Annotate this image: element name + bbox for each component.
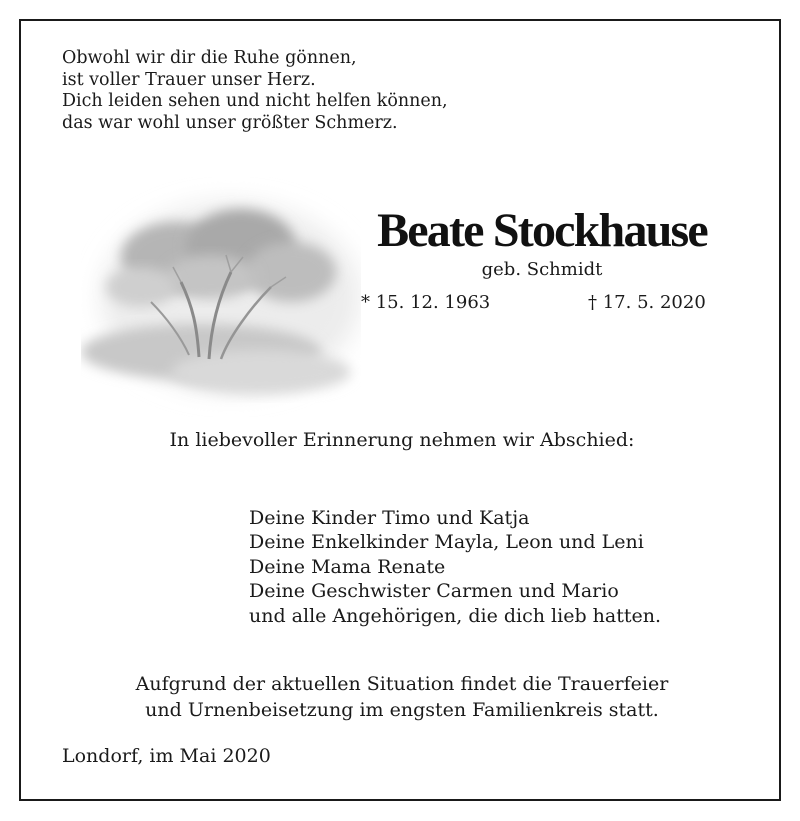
poem-line: Obwohl wir dir die Ruhe gönnen, [62,48,357,68]
poem-line: das war wohl unser größter Schmerz. [62,112,398,133]
notice-line: Aufgrund der aktuellen Situation findet die Trauerfeier [135,673,669,695]
deceased-name: Beate Stockhause [377,204,707,257]
farewell-line: In liebevoller Erinnerung nehmen wir Abschied: [169,429,635,451]
poem [62,48,448,134]
maiden-name: geb. Schmidt [481,259,603,280]
notice-line: und Urnenbeisetzung im engsten Familienkreis statt. [145,699,659,721]
poem-line: ist voller Trauer unser Herz. [62,69,316,90]
obituary-frame [19,19,781,801]
place-date: Londorf, im Mai 2020 [62,745,271,767]
mourner-line: und alle Angehörigen, die dich lieb hatten. [249,604,661,627]
funeral-notice [21,671,783,723]
birth-date: * 15. 12. 1963 [361,292,491,313]
mourner-line: Deine Enkelkinder Mayla, Leon und Leni [249,531,644,554]
mourner-line: Deine Kinder Timo und Katja [249,507,530,529]
poem-line: Dich leiden sehen und nicht helfen können, [62,91,448,112]
mourners-list [249,506,661,628]
mourner-line: Deine Geschwister Carmen und Mario [249,580,619,603]
mourner-line: Deine Mama Renate [249,555,446,578]
trees-watercolor-icon [81,177,361,417]
death-date: † 17. 5. 2020 [588,292,706,313]
